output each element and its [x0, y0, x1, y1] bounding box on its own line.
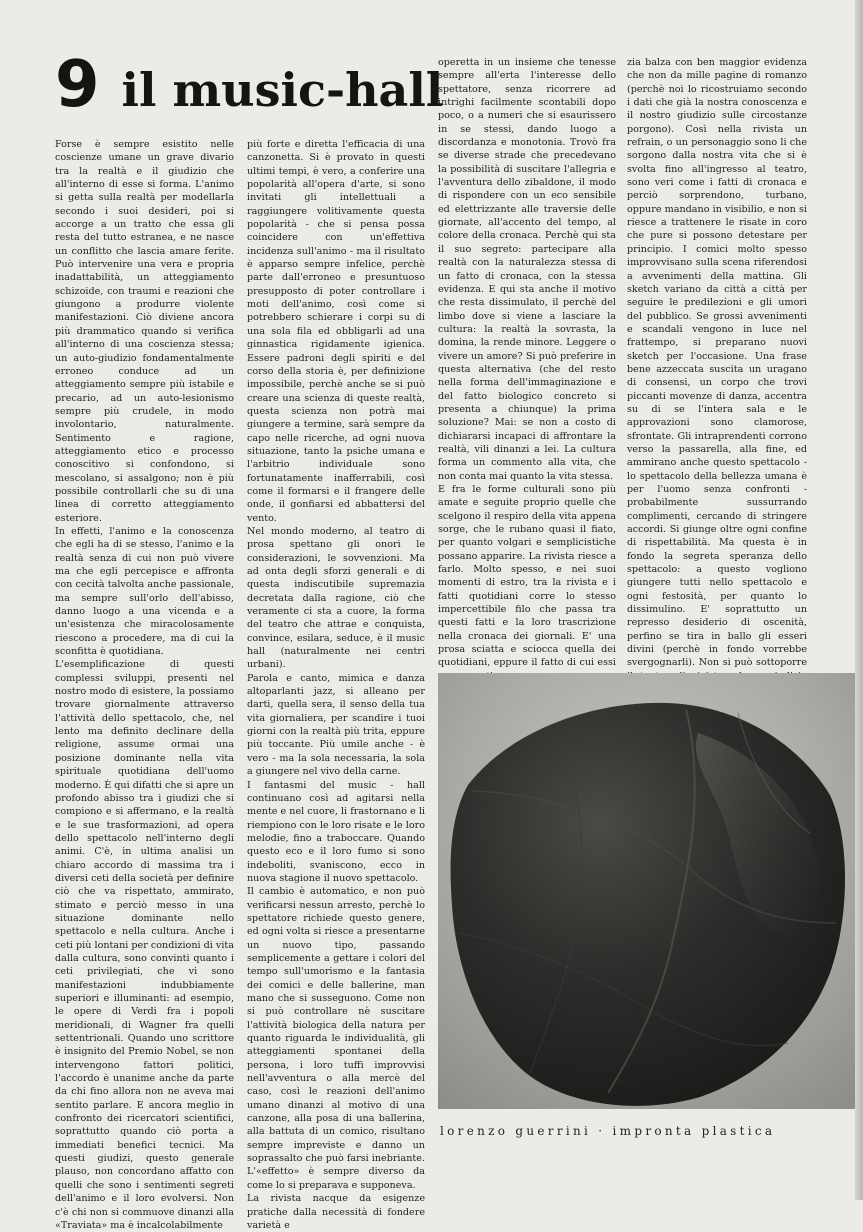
paragraph: Il cambio è automatico, e non può verificarsi nessun arresto, perchè lo spettatore richiede questo genere, ed ogni volta si riesce a presentarne un nuovo tipo, passando semplicemente a gettare i colori del tempo sull'umorismo e la fantasia dei comici e delle ballerine, man mano che si susseguono. Come non si può controllare nè suscitare l'attività biologica della natura per quanto riguarda le individualità, gli atteggiamenti spontanei della persona, i loro tuffi improvvisi nell'avventura o alla mercè del caso, così le reazioni dell'animo umano dinanzi al motivo di una canzone, alla posa di una ballerina, alla battuta di un comico, risultano sempre impreviste e danno un soprassalto che può farsi inebriante. L'«effetto» è sempre diverso da come lo si preparava e supponeva.	[247, 886, 425, 1191]
text-column-2	[247, 138, 425, 1231]
paragraph: E fra le forme culturali sono più amate e seguite proprio quelle che scelgono il respiro della vita appena sorge, che le rubano quasi il fiato, per quanto volgari e semplicistiche possano apparire. La rivista riesce a farlo. Molto spesso, e nei suoi momenti di estro, tra la rivista e i fatti quotidiani corre lo stesso impercettibile filo che passa tra questi fatti e la loro trascrizione nella cronaca dei giornali. E' una prosa sciatta e sciocca quella dei quotidiani, eppure il fatto di cui essi	[438, 484, 616, 669]
paragraph: zia balza con ben maggior evidenza che non da mille pagine di romanzo (perchè noi lo ricostruiamo secondo i dati che già la nostra conoscenza e il nostro giudizio sulle circostanze porgono). Così nella rivista un refrain, o un personaggio sono li che sorgono dalla nostra vita che si è svolta fino all'ingresso al teatro, sono veri come i fatti di cronaca e perciò sorprendono, turbano, oppure mandano in visibilio, e non si riesce a trattenere le risate in coro che pure si possono detestare per principio. I comici molto spesso improvvisano sulla scena riferendosi a avvenimenti della mattina. Gli sketch variano da città a città per seguire le predilezioni e gli umori del pubblico. Se grossi avvenimenti e scandali vengono in luce nel frattempo, si preparano nuovi sketch per l'occasione. Una frase bene azzeccata suscita un uragano di consensi, un corpo che trovi piccanti movenze di danza, accentra su di se l'intera sala e le approvazioni sono clamorose, sfrontate. Gli intraprendenti corrono verso la passarella, alla fine, ed ammirano anche questo spettacolo - lo spettacolo della bellezza umana è per l'uomo senza confronti - probabilmente sussurrando complimenti, cercando di stringere accordi. Si giunge oltre ogni confine di rispettabilità. Ma questa è in fondo la segreta speranza dello spettacolo: a questo vogliono giungere tutti nello spettacolo e ogni festosità, per quanto lo dissimulino. E' soprattutto un represso desiderio di oscenità, perfino se tira in ballo gli esseri divini (perchè in fondo vorrebbe svergognarli). Non si può sottoporre	[627, 57, 807, 669]
paragraph: più forte e diretta l'efficacia di una canzonetta. Si è provato in questi ultimi tempi, è vero, a conferire una popolarità all'opera d'arte, si sono invitati gli intellettuali a raggiungere volitivamente questa popolarità - che si pensa possa coincidere con un'effettiva incidenza sull'animo - ma il risultato è apparso sempre infelice, perchè parte dall'erroneo e presuntuoso presupposto di poter controllare i moti dell'animo, così come si potrebbero schierare i corpi su di una sola fila ed obbligarli ad una ginnastica rigidamente igienica. Essere padroni degli spiriti e del corso della storia è, per definizione impossibile, perchè anche se si può creare una scienza di queste realtà, questa scienza non potrà mai giungere a termine, sarà sempre da capo nelle ricerche, ad ogni nuova situazione, tanto la psiche umana e l'arbitrio individuale sono fortunatamente inafferrabili, così come il formarsi e il frangere delle onde, il gonfiarsi ed abbattersi del vento.	[247, 139, 425, 524]
paragraph: Forse è sempre esistito nelle coscienze umane un grave divario tra la realtà e il giudizio che all'interno di esse si forma. L'animo si getta sulla realtà per modellarla secondo i suoi desideri, poi si accorge a un tratto che essa gli resta del tutto estranea, e ne nasce un conflitto che lascia amare ferite. Può intervenire una vera e propria inadattabilità, un atteggiamento schizoide, con traumi e reazioni che giungono a produrre violente manifestazioni. Ciò diviene ancora più drammatico quando si verifica all'interno di una coscienza stessa; un auto-giudizio fondamentalmente erroneo conduce ad un atteggiamento sempre più istabile e precario, ad un auto-lesionismo sempre più crudele, in modo involontario, naturalmente. Sentimento e ragione, atteggiamento etico e processo conoscitivo si confondono, si mescolano, si assalgono; non è più possibile controllarli che su di una linea di corretto atteggiamento esteriore.	[55, 139, 234, 524]
text-column-1	[55, 138, 234, 1231]
paragraph: In effetti, l'animo e la conoscenza che egli ha di se stesso, l'animo e la realtà senza di cui non può vivere ma che egli percepisce e affronta con cecità talvolta anche passionale, ma sempre sull'orlo dell'abisso, danno luogo a una vicenda e a un'esistenza che miracolosamente riescono a procedere, ma di cui la sconfitta è quotidiana.	[55, 525, 234, 658]
paragraph: La rivista nacque da esigenze pratiche dalla necessità di fondere varietà e	[247, 1193, 425, 1231]
photo-caption: lorenzo guerrini · impronta plastica	[440, 1124, 776, 1138]
paragraph: Parola e canto, mimica e danza altoparlanti jazz, si alleano per darti, quella sera, il senso della tua vita giornaliera, per scandire i tuoi giorni con la realtà più trita, eppure più toccante. Più umile anche - è vero - ma la sola necessaria, la sola a giungere nel vivo della carne.	[247, 672, 425, 778]
sculpture-image	[438, 673, 856, 1109]
chapter-number: 9	[55, 48, 98, 122]
text-column-4	[627, 56, 807, 669]
page-edge-shadow	[855, 0, 863, 1200]
sculpture-photo	[438, 673, 856, 1109]
article-title: il music-hall	[121, 63, 444, 117]
paragraph: L'esemplificazione di questi complessi sviluppi, presenti nel nostro modo di esistere, la possiamo trovare giornalmente attraverso l'attività dello spettacolo, che, nel lento ma definito declinare della religione, assume ormai una posizione dominante nella vita spirituale quotidiana dell'uomo moderno. È qui difatti che si apre un profondo abisso tra i giudizi che si compiono e si affermano, e la realtà e le sue trasformazioni, ad opera dello spettacolo nell'interno degli animi. C'è, in ultima analisi un chiaro accordo di massima tra i diversi ceti della società per definire ciò che va rispettato, ammirato, stimato e perciò messo in una situazione dominante nello spettacolo e nella cultura. Anche i ceti più lontani per condizioni di vita dalla cultura, sono convinti quanto i ceti privilegiati, che vi sono manifestazioni indubbiamente superiori e illuminanti: ad esempio, le opere di Verdi fra i popoli meridionali, di Wagner fra quelli settentrionali. Quando uno scrittore è insignito del Premio Nobel, se non intervengono fattori politici, l'accordo è unanime anche da parte da chi fino allora non ne aveva mai sentito parlare. E ancora meglio in confronto dei ricercatori scientifici, soprattutto quando ciò porta a immediati benefici tecnici. Ma questi giudizi, questo generale plauso, non concordano affatto con quelli che sono i sentimenti segreti dell'animo e il loro evolversi. Non c'è chi non si commuove dinanzi alla «Traviata» ma è incalcolabilmente	[55, 659, 234, 1231]
article-headline	[55, 48, 443, 122]
paragraph: Nel mondo moderno, al teatro di prosa spettano gli onori le considerazioni, le sovvenzioni. Ma ad onta degli sforzi generali e di questa indiscutibile supremazia decretata dalla ragione, ciò che veramente ci sta a cuore, la forma del teatro che attrae e conquista, convince, esilara, seduce, è il music hall (naturalmente nei centri urbani).	[247, 525, 425, 671]
paragraph: I fantasmi del music - hall continuano così ad agitarsi nella mente e nel cuore, li frastornano e li riempiono con le loro risate e le loro melodie, fino a traboccare. Quando questo eco e il loro fumo si sono indeboliti, svaniscono, ecco in nuova stagione il nuovo spettacolo.	[247, 779, 425, 884]
paragraph: operetta in un insieme che tenesse sempre all'erta l'interesse dello spettatore, senza ricorrere ad intrighi facilmente scontabili dopo poco, o a numeri che si esaurissero in se stessi, dando luogo a discordanza e monotonia. Trovò fra se diverse strade che precedevano la possibilità di suscitare l'allegria e l'avventura dello zibaldone, il modo di rispondere con un eco sensibile ed elettrizzante alle traversie delle giornate, all'accento del tempo, al colore della cronaca. Perchè qui sta il suo segreto: partecipare alla realtà con la naturalezza stessa di un fatto di cronaca, con la stessa evidenza. E qui sta anche il motivo che resta dissimulato, il perchè del limbo dove si viene a lasciare la cultura: la realtà la sovrasta, la domina, la rende minore. Leggere o vivere un amore? Si può preferire in questa alternativa (che del resto nella forma dell'immaginazione e del fatto biologico concreto si presenta a chiunque) la prima soluzione? Mai: se non a costo di dichiararsi incapaci di affrontare la realtà, vili dinanzi a lei. La cultura forma un commento alla vita, che non conta mai quanto la vita stessa.	[438, 57, 616, 482]
